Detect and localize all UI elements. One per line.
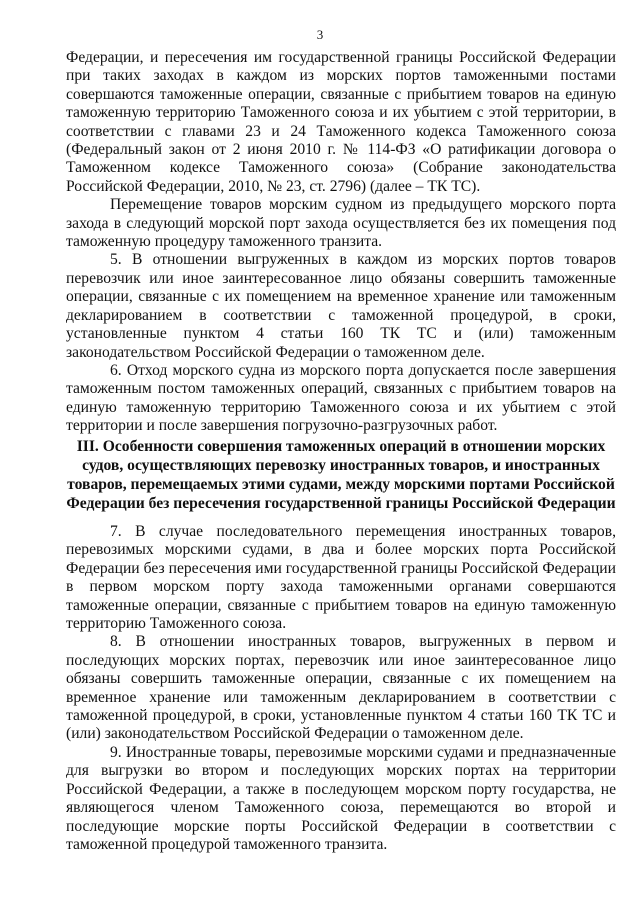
bottom-text-block [66,523,616,854]
top-text-block [66,49,616,436]
section-heading: III. Особенности совершения таможенных операций в отношении морских судов, осуществляющих перевозку иностранных товаров, и иностранных товаров, перемещаемых этими судами, между морскими портами Российской Федерации без пересечения государственной границы Российской Федерации [66,438,616,512]
page-number: 3 [316,27,324,42]
paragraph-6: 6. Отход морского судна из морского порта допускается после завершения таможенным постом таможенных операций, связанных с прибытием товаров на единую таможенную территорию Таможенного союза и их убытием с этой территории и после завершения погрузочно-разгрузочных работ. [66,361,616,435]
paragraph-5: 5. В отношении выгруженных в каждом из морских портов товаров перевозчик или иное заинтересованное лицо обязаны совершить таможенные операции, связанные с их помещением на временное хранение или таможенным декларированием в соответствии с таможенной процедурой, в сроки, установленные пунктом 4 статьи 160 ТК ТС и (или) таможенным законодательством Российской Федерации о таможенном деле. [66,251,616,361]
paragraph-9: 9. Иностранные товары, перевозимые морскими судами и предназначенные для выгрузки во втором и последующих морских портах на территории Российской Федерации, а также в последующем морском порту государства, не являющегося членом Таможенного союза, перемещаются во второй и последующие морские порты Российской Федерации в соответствии с таможенной процедурой таможенного транзита. [66,743,616,853]
paragraph-continuation: Федерации, и пересечения им государственной границы Российской Федерации при таких заходах в каждом из морских портов таможенными постами совершаются таможенные операции, связанные с прибытием товаров на единую таможенную территорию Таможенного союза и их убытием с этой территории, в соответствии с главами 23 и 24 Таможенного кодекса Таможенного союза (Федеральный закон от 2 июня 2010 г. № 114-ФЗ «О ратификации договора о Таможенном кодексе Таможенного союза» (Собрание законодательства Российской Федерации, 2010, № 23, ст. 2796) (далее – ТК ТС). [66,49,616,195]
paragraph-8: 8. В отношении иностранных товаров, выгруженных в первом и последующих морских портах, перевозчик или иное заинтересованное лицо обязаны совершить таможенные операции, связанные с их помещением на временное хранение или таможенным декларированием в соответствии с таможенной процедурой, в сроки, установленные пунктом 4 статьи 160 ТК ТС и (или) законодательством Российской Федерации о таможенном деле. [66,633,616,743]
paragraph-7: 7. В случае последовательного перемещения иностранных товаров, перевозимых морскими судами, в два и более морских порта Российской Федерации без пересечения ими государственной границы Российской Федерации в первом морском порту захода таможенными органами совершаются таможенные операции, связанные с прибытием товаров на единую таможенную территорию Таможенного союза. [66,523,616,633]
paragraph-transit-note: Перемещение товаров морским судном из предыдущего морского порта захода в следующий морской порт захода осуществляется без их помещения под таможенную процедуру таможенного транзита. [66,196,616,251]
